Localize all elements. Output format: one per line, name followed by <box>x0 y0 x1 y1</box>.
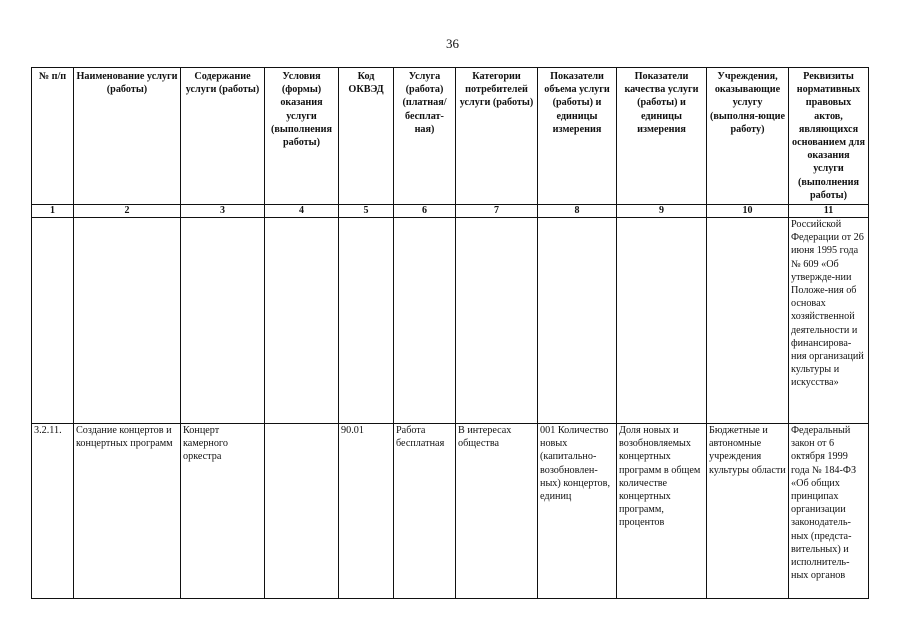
institutions-cell: Бюджетные и автономные учреждения культуры области <box>707 424 789 599</box>
table-row <box>32 424 869 599</box>
header-cell-conditions: Условия (формы) оказания услуги (выполнения работы) <box>265 68 339 205</box>
empty-cell <box>617 218 707 424</box>
header-cell-consumers: Категории потребителей услуги (работы) <box>456 68 538 205</box>
column-number: 4 <box>265 205 339 218</box>
conditions-cell <box>265 424 339 599</box>
column-number: 8 <box>538 205 617 218</box>
column-number: 3 <box>181 205 265 218</box>
header-cell-legal-acts: Реквизиты нормативных правовых актов, являющихся основанием для оказания услуги (выполнения работы) <box>789 68 869 205</box>
column-number: 6 <box>394 205 456 218</box>
empty-cell <box>339 218 394 424</box>
header-cell-content: Содержание услуги (работы) <box>181 68 265 205</box>
quality-cell: Доля новых и возобновляемых концертных программ в общем количестве концертных программ, процентов <box>617 424 707 599</box>
empty-cell <box>265 218 339 424</box>
row-number-cell: 3.2.11. <box>32 424 74 599</box>
legal-acts-continuation-cell: Российской Федерации от 26 июня 1995 года № 609 «Об утвержде-нии Положе-ния об основах хозяйственной деятельности и финансирова-ния организаций культуры и искусства» <box>789 218 869 424</box>
page-number: 36 <box>446 36 459 51</box>
column-number: 9 <box>617 205 707 218</box>
column-number: 5 <box>339 205 394 218</box>
empty-cell <box>394 218 456 424</box>
column-number: 1 <box>32 205 74 218</box>
header-cell-okved: Код ОКВЭД <box>339 68 394 205</box>
header-cell-institutions: Учреждения, оказывающие услугу (выполня-ющие работу) <box>707 68 789 205</box>
table-row-continuation <box>32 218 869 424</box>
volume-cell: 001 Количество новых (капитально-возобновлен-ных) концертов, единиц <box>538 424 617 599</box>
empty-cell <box>456 218 538 424</box>
column-number-row <box>32 205 869 218</box>
okved-cell: 90.01 <box>339 424 394 599</box>
empty-cell <box>32 218 74 424</box>
column-number: 2 <box>74 205 181 218</box>
consumers-cell: В интересах общества <box>456 424 538 599</box>
header-cell-service-name: Наименование услуги (работы) <box>74 68 181 205</box>
empty-cell <box>181 218 265 424</box>
header-cell-quality: Показатели качества услуги (работы) и единицы измерения <box>617 68 707 205</box>
empty-cell <box>74 218 181 424</box>
header-cell-paid: Услуга (работа) (платная/ бесплат-ная) <box>394 68 456 205</box>
column-number: 7 <box>456 205 538 218</box>
header-cell-volume: Показатели объема услуги (работы) и единицы измерения <box>538 68 617 205</box>
content-cell: Концерт камерного оркестра <box>181 424 265 599</box>
service-name-cell: Создание концертов и концертных программ <box>74 424 181 599</box>
empty-cell <box>538 218 617 424</box>
column-number: 10 <box>707 205 789 218</box>
legal-acts-cell: Федеральный закон от 6 октября 1999 года № 184-ФЗ «Об общих принципах организации законодатель-ных (предста-вительных) и исполнитель-ных органов <box>789 424 869 599</box>
services-registry-table <box>31 67 869 599</box>
column-number: 11 <box>789 205 869 218</box>
empty-cell <box>707 218 789 424</box>
header-cell-number: № п/п <box>32 68 74 205</box>
paid-cell: Работа бесплатная <box>394 424 456 599</box>
table-header-row <box>32 68 869 205</box>
